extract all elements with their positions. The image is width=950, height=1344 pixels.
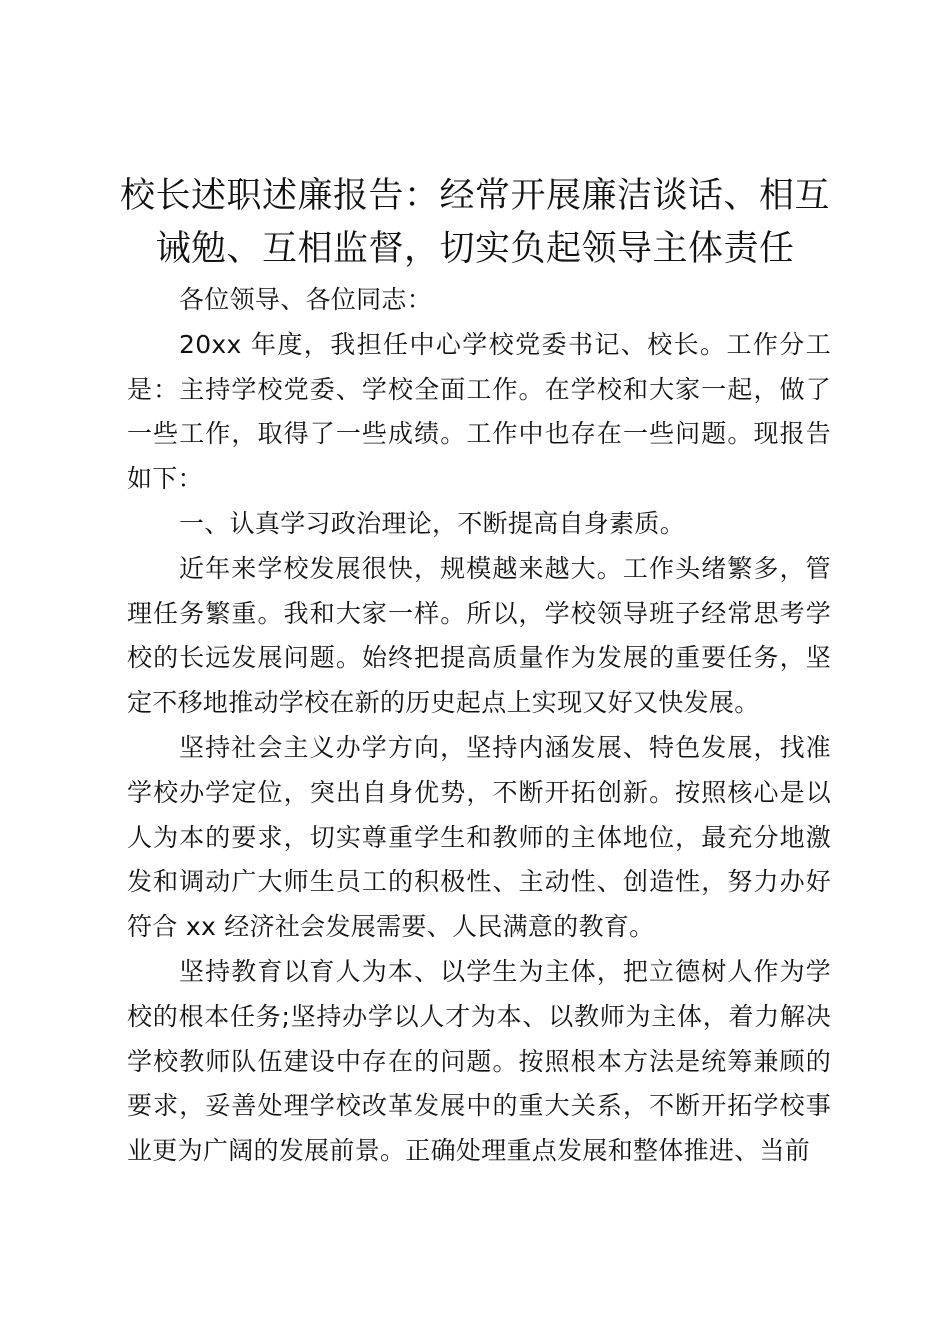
paragraph-direction: 坚持社会主义办学方向，坚持内涵发展、特色发展，找准学校办学定位，突出自身优势，不断开拓创新。按照核心是以人为本的要求，切实尊重学生和教师的主体地位，最充分地激发和调动广大师生员工的积极性、主动性、创造性，努力办好符合 xx 经济社会发展需要、人民满意的教育。 xyxy=(127,732,831,942)
paragraph-development: 近年来学校发展很快，规模越来越大。工作头绪繁多，管理任务繁重。我和大家一样。所以，学校领导班子经常思考学校的长远发展问题。始终把提高质量作为发展的重要任务，坚定不移地推动学校在新的历史起点上实现又好又快发展。 xyxy=(127,553,831,718)
paragraph-intro: 20xx 年度，我担任中心学校党委书记、校长。工作分工是：主持学校党委、学校全面工作。在学校和大家一起，做了一些工作，取得了一些成绩。工作中也存在一些问题。现报告如下： xyxy=(127,329,831,494)
document-title: 校长述职述廉报告：经常开展廉洁谈话、相互诫勉、互相监督，切实负起领导主体责任 xyxy=(119,176,830,269)
paragraph-education: 坚持教育以育人为本、以学生为主体，把立德树人作为学校的根本任务;坚持办学以人才为本、以教师为主体，着力解决学校教师队伍建设中存在的问题。按照根本方法是统筹兼顾的要求，妥善处理学校改革发展中的重大关系，不断开拓学校事业更为广阔的发展前景。正确处理重点发展和整体推进、当前 xyxy=(127,956,831,1166)
section-heading-1: 一、认真学习政治理论，不断提高自身素质。 xyxy=(179,508,686,538)
salutation: 各位领导、各位同志： xyxy=(179,285,433,314)
document-body xyxy=(127,278,831,1174)
